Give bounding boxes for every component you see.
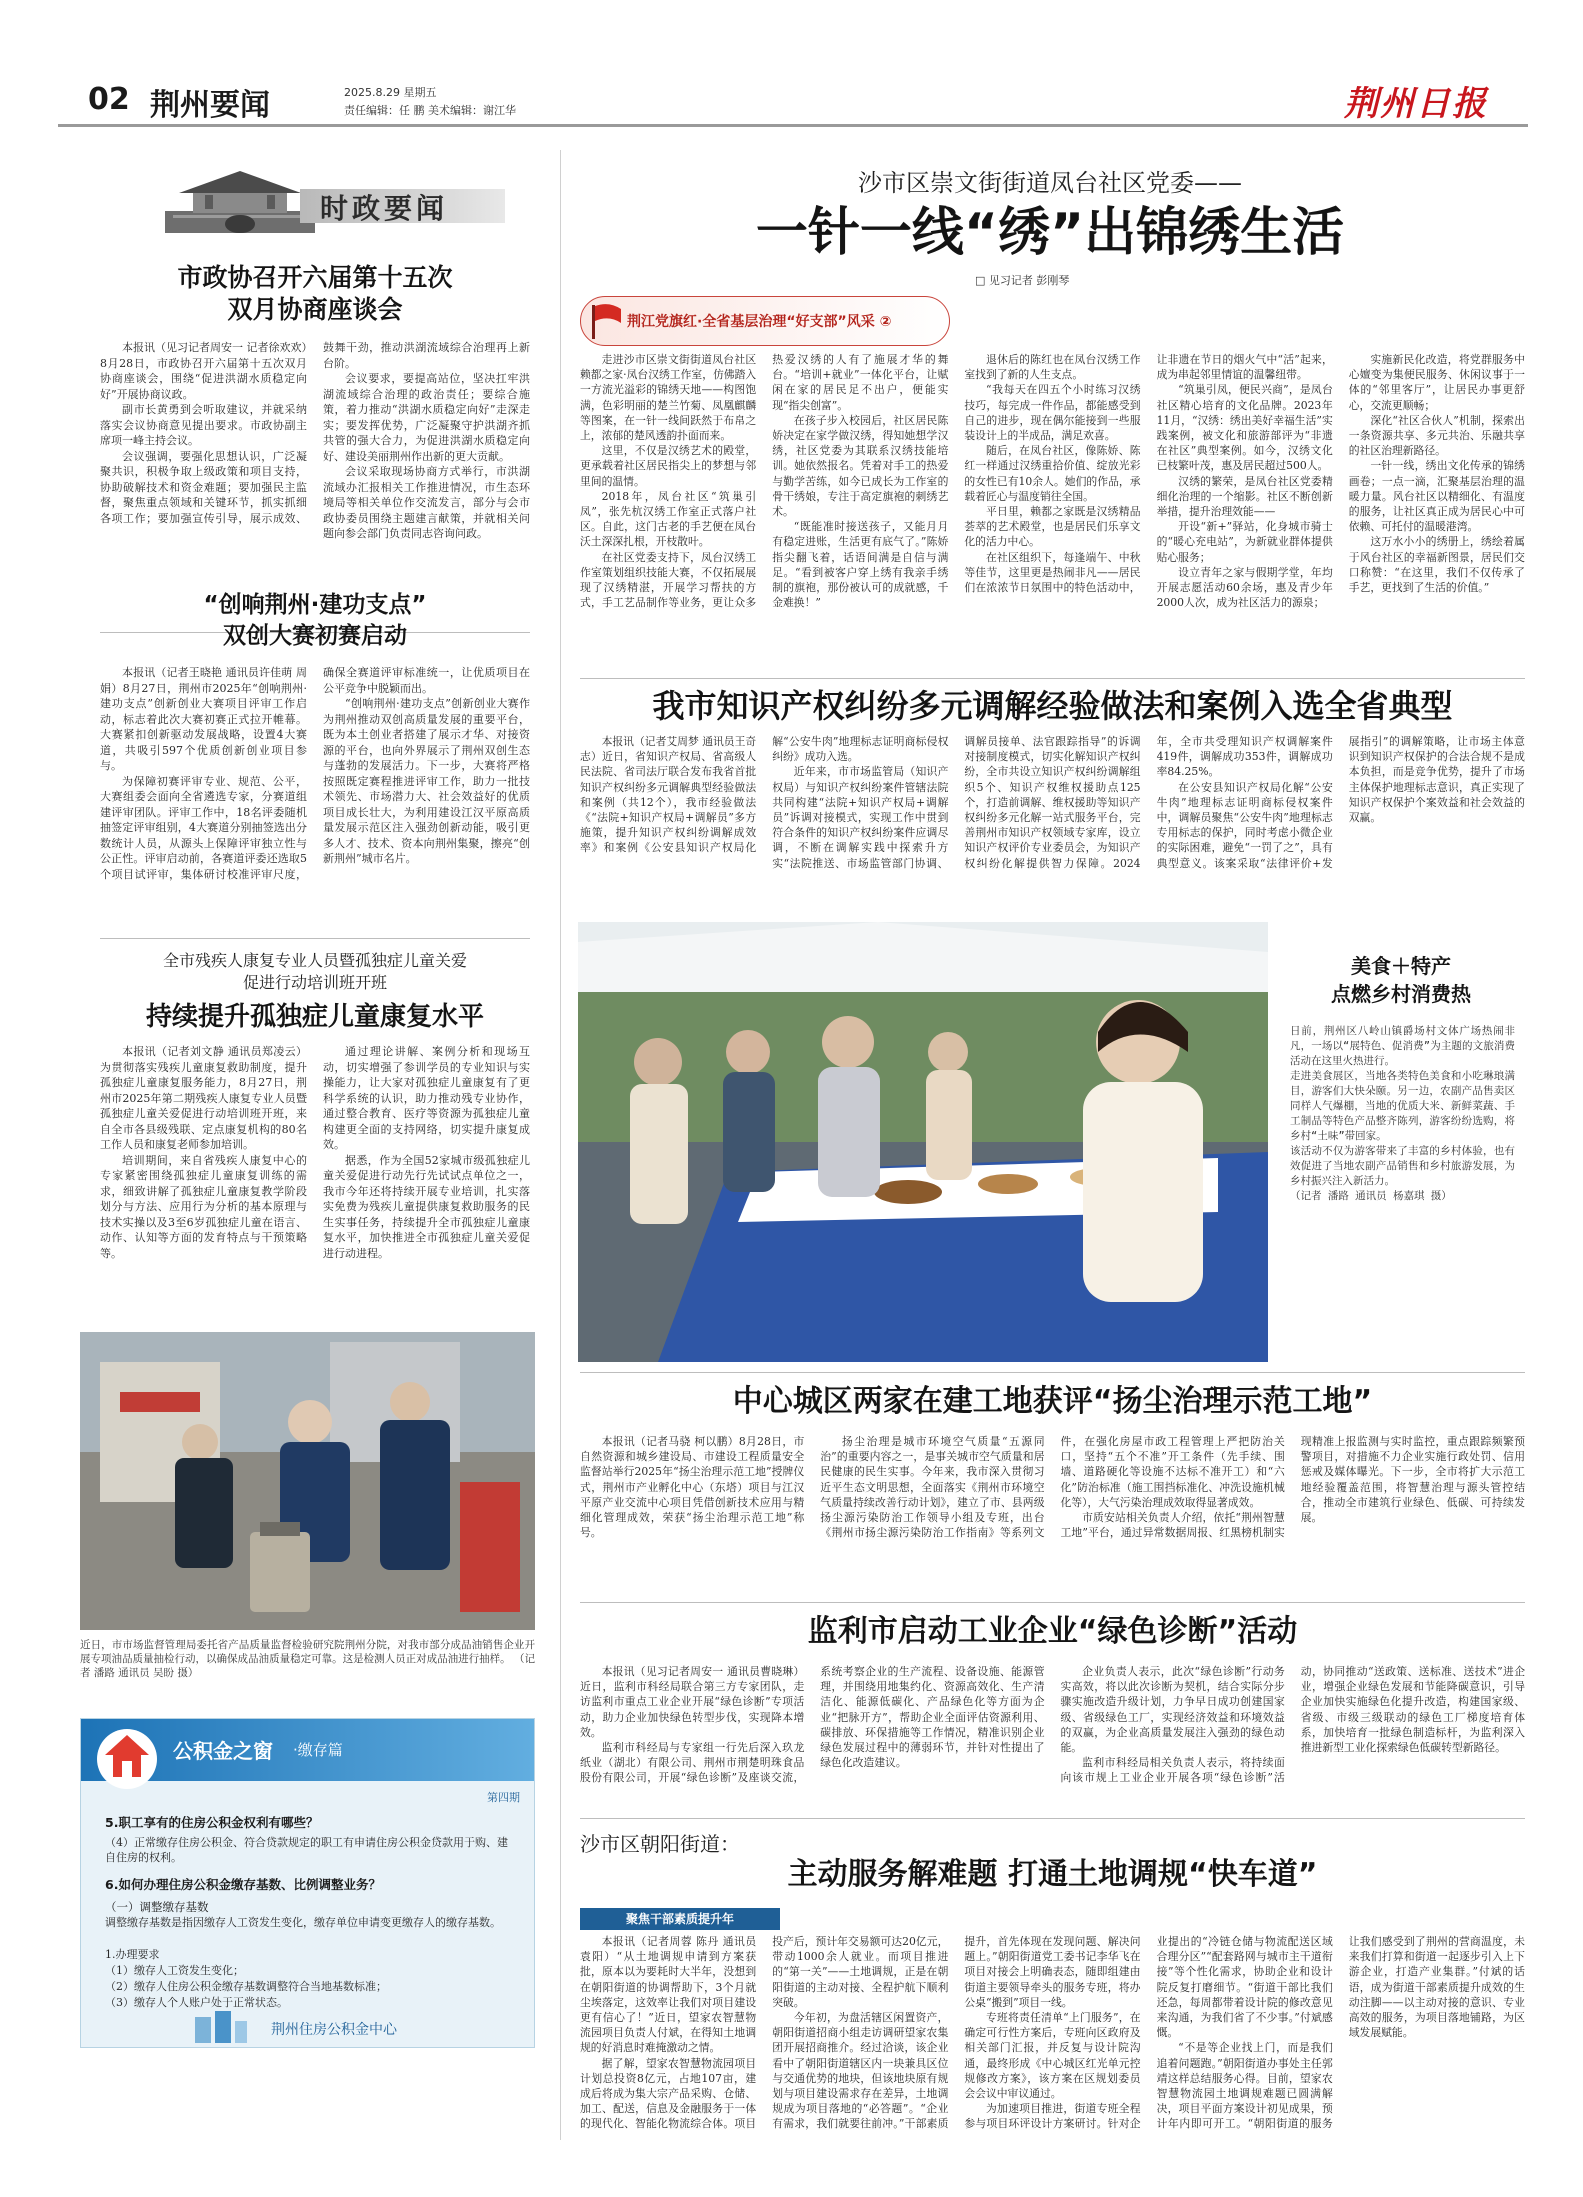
issue-badge: 第四期	[487, 1791, 520, 1804]
editors-line: 责任编辑：任 鹏 美术编辑：谢江华	[344, 104, 516, 117]
subheading: （一）调整缴存基数	[105, 1900, 209, 1914]
divider	[580, 1818, 1525, 1819]
section-banner	[165, 165, 505, 233]
answer-6-item: 1.办理要求	[105, 1948, 160, 1961]
green-body	[580, 1664, 1525, 1814]
paragraph: 平日里，赖都之家既是汉绣精品荟萃的艺术殿堂，也是居民们乐享文化的活力中心。	[964, 505, 1141, 549]
paragraph: “既能准时接送孩子，又能月月有稳定进账，生活更有底气了。”陈娇指尖翻飞着，话语间满是自信与满足。“看到被客户穿上绣有我亲手绣制的旗袍，那份被认可的成就感，千金难换！”	[772, 520, 949, 610]
paragraph: 本报讯（见习记者周安一 记者徐欢欢）8月28日，市政协召开六届第十五次双月协商座谈会，围绕“促进洪湖水质稳定向好”开展协商议政。	[100, 341, 307, 401]
paragraph: 为加速项目推进，街道专班全程参与项目环评设计方案研讨。针对企业提出的“冷链仓储与物流配送区域合理分区”“配套路网与城市主干道衔接”等个性化需求，协助企业和设计院反复打磨细节。“街道干部比我们还急，每周都带着设计院的修改意见来沟通，为我们省了不少事。”付斌感慨。	[964, 1935, 1333, 2131]
section-name: 荆州要闻	[150, 88, 270, 123]
answer-6-item: （1）缴存人工资发生变化；	[105, 1964, 244, 1977]
paragraph: 在社区组织下，每逢端午、中秋等佳节，这里更是热闹非凡——居民们在浓浓节日氛围中的特色活动中，让非遗在节日的烟火气中“活”起来，成为串起邻里情谊的温馨纽带。	[964, 353, 1333, 595]
section-banner-title: 时政要闻	[320, 192, 449, 225]
paragraph: 专班将责任清单“上门服务”，在确定可行性方案后，专班向区政府及相关部门汇报，并反复与设计院沟通，最终形成《中心城区红光单元控规修改方案》，该方案在区规划委员会会议中审议通过。	[964, 2011, 1141, 2101]
photo-feature-caption: 日前，荆州区八岭山镇爵场村文体广场热闹非凡，一场以“展特色、促消费”为主题的文旅消费活动在这里火热进行。 走进美食展区，当地各类特色美食和小吃琳琅满目，游客们大快朵颐。另一边，农副产品售卖区同样人气爆棚，当地的优质大米、新鲜菜蔬、手工制品等特色产品整齐陈列，游客纷纷选购，将乡村“土味”带回家。 该活动不仅为游客带来了丰富的乡村体验，也有效促进了当地农副产品销售和乡村旅游发展，为乡村振兴注入新活力。 （记者 潘路 通讯员 杨嘉琪 摄）	[1290, 1025, 1515, 1202]
paragraph: 扬尘治理是城市环境空气质量“五源同治”的重要内容之一，是事关城市空气质量和居民健康的民生实事。今年来，我市深入贯彻习近平生态文明思想，全面落实《荆州市环境空气质量持续改善行动计划》，建立了市、县两级扬尘源污染防治工作领导小组及专班，出台《荆州市扬尘源污染防治工作指南》等系列文件，在强化房屋市政工程管理上严把防治关口，坚持“五个不准”开工条件（先手续、围墙、道路硬化等设施不达标不准开工）和“六化”防治标准（施工围挡标准化、冲洗设施机械化等），大气污染治理成效取得显著成效。	[820, 1435, 1285, 1540]
lead-body	[580, 352, 1525, 674]
paragraph: 市质安站相关负责人介绍，依托“荆州智慧工地”平台，通过异常数据周报、红黑榜机制实现精准上报监测与实时监控，重点跟踪频繁预警项目，对措施不力企业实施行政处罚、信用惩戒及媒体曝光。下一步，全市将扩大示范工地经验覆盖范围，将智慧治理与源头管控结合，推动全市建筑行业绿色、低碳、可持续发展。	[1060, 1435, 1525, 1540]
paragraph: 在社区党委支持下，凤台汉绣工作室策划组织技能大赛，不仅拓展展现了汉绣精湛，开展学习帮扶的方式，手工艺品制作等业务，更让众多热爱汉绣的人有了施展才华的舞台。“培训+就业”一体化平台，让赋闲在家的居民足不出户，便能实现“指尖创富”。	[580, 353, 949, 610]
paragraph: 在孩子步入校园后，社区居民陈娇决定在家学做汉绣，得知她想学汉绣，社区党委为其联系汉绣技能培训。她依然报名。凭着对手工的热爱与勤学苦练，如今已成长为工作室的骨干绣娘，专注于高定旗袍的刺绣艺术。	[772, 413, 949, 519]
answer-6-item: （2）缴存人住房公积金缴存基数调整符合当地基数标准；	[105, 1980, 387, 1993]
paragraph: 退休后的陈红也在凤台汉绣工作室找到了新的人生支点。	[964, 353, 1141, 382]
answer-6-item: （3）缴存人个人账户处于正常状态。	[105, 1996, 288, 2009]
question-5: 5.职工享有的住房公积金权利有哪些？	[105, 1815, 319, 1830]
lead-kicker: 沙市区崇文街街道凤台社区党委——	[858, 169, 1242, 197]
paragraph: 会议强调，要强化思想认识，广泛凝聚共识，积极争取上级政策和项目支持，协助破解技术和资金难题；要加强民主监督，聚焦重点领域和关键环节，抓实抓细各项工作；要加强宣传引导，展示成效、鼓舞干劲，推动洪湖流域综合治理再上新台阶。	[100, 341, 530, 525]
ip-headline: 我市知识产权纠纷多元调解经验做法和案例入选全省典型	[652, 687, 1453, 725]
paragraph: 今年初，为盘活辖区闲置资产，朝阳街道招商小组走访调研望家农集团开展招商推介。经过洽谈，该企业看中了朝阳街道辖区内一块兼具区位与交通优势的地块，但该地块原有规划与项目建设需求存在差异，土地调规成为项目落地的“必答题”。“企业有需求，我们就要往前冲。”干部素质提升，首先体现在发现问题、解决问题上。”朝阳街道党工委书记李华飞在项目对接会上明确表态，随即组建由街道主要领导牵头的服务专班，将办公桌“搬到”项目一线。	[772, 1935, 1141, 2131]
story-body	[100, 1044, 530, 1322]
page-number: 02	[88, 82, 130, 117]
paragraph: 本报讯（记者艾周梦 通讯员王奇志）近日，省知识产权局、省高级人民法院、省司法厅联合发布我省首批知识产权纠纷多元调解典型经验做法和案例（共12个），我市经验做法《“法院+知识产权局+调解员”多方施策，提升知识产权纠纷调解成效率》和案例《公安县知识产权局化解“公安牛肉”地理标志证明商标侵权纠纷》成功入选。	[580, 735, 949, 855]
masthead-rule	[58, 124, 1528, 127]
story-headline: 持续提升孤独症儿童康复水平	[145, 1002, 484, 1032]
divider	[580, 1372, 1525, 1373]
story-headline: 市政协召开六届第十五次 双月协商座谈会	[177, 263, 453, 324]
paragraph: 会议要求，要提高站位，坚决扛牢洪湖流域综合治理的政治责任；要综合施策，着力推动“洪湖水质稳定向好”走深走实；要发挥优势，广泛凝聚守护洪湖齐抓共管的强大合力，为促进洪湖水质稳定向好、建设美丽荆州作出新的更大贡献。	[323, 372, 530, 463]
lead-byline: □ 见习记者 彭刚琴	[975, 274, 1070, 287]
paragraph: 本报讯（记者王晓艳 通讯员许佳萌 周娟）8月27日，荆州市2025年“创响荆州·建功支点”创新创业大赛项目评审工作启动，标志着此次大赛初赛正式拉开帷幕。大赛紧扣创新驱动发展战略，设置4大赛道，共吸引597个优质创新创业项目参与。	[100, 666, 307, 772]
paragraph: “筑巢引凤，便民兴商”，是凤台社区精心培育的文化品牌。2023年11月，“汉绣：绣出美好幸福生活”实践案例，被文化和旅游部评为“非遗在社区”典型案例。如今，汉绣文化已枝繁叶茂，惠及居民超过500人。	[1156, 383, 1333, 473]
paragraph: 企业负责人表示，此次“绿色诊断”行动务实高效，将以此次诊断为契机，结合实际分步骤实施改造升级计划，力争早日成功创建国家级、省级绿色工厂，实现经济效益和环境效益的双赢，为企业高质量发展注入强劲的绿色动能。	[1060, 1665, 1285, 1755]
dust-body	[580, 1434, 1525, 1598]
paragraph: 为保障初赛评审专业、规范、公平，大赛组委会面向全省遴选专家，分赛道组建评审团队。评审工作中，18名评委随机抽签定评审组别，4大赛道分别抽签选出分数统计人员，从源头上保障评审独立性与公正性。评审启动前，各赛道评委还选取5个项目试评审，集体研讨校准评审尺度，确保全赛道评审标准统一，让优质项目在公平竞争中脱颖而出。	[100, 666, 530, 881]
paragraph: 设立青年之家与假期学堂，年均开展志愿活动60余场，惠及青少年2000人次，成为社区活力的源泉；	[1156, 565, 1333, 610]
photo-caption: 近日，市市场监督管理局委托省产品质量监督检验研究院荆州分院，对我市部分成品油销售企业开展专项油品质量抽检行动，以确保成品油质量稳定可靠。这是检测人员正对成品油进行抽样。 （记者 潘路 通讯员 吴盼 摄）	[80, 1639, 535, 1679]
green-headline: 监利市启动工业企业“绿色诊断”活动	[807, 1614, 1298, 1649]
paragraph: 2018年，凤台社区“筑巢引凤”，张先杭汉绣工作室正式落户社区。自此，这门古老的手艺便在凤台沃土深深扎根，开枝散叶。	[580, 489, 757, 549]
ip-body	[580, 734, 1525, 912]
flag-icon	[587, 303, 627, 341]
housing-fund-footer: 荆州住房公积金中心	[271, 2022, 397, 2038]
housing-fund-subtitle: ·缴存篇	[293, 1741, 343, 1759]
photo-feature-headline: 美食＋特产 点燃乡村消费热	[1331, 954, 1471, 1006]
paragraph: 本报讯（记者刘文静 通讯员郑凌云）为贯彻落实残疾儿童康复救助制度，提升孤独症儿童康复服务能力，8月27日，荆州市2025年第二期残疾人康复专业人员暨孤独症儿童关爱促进行动培训班开班，来自全市各县级残联、定点康复机构的80名工作人员和康复老师参加培训。	[100, 1045, 307, 1151]
photo-feature-box	[1276, 922, 1526, 1362]
building-icon	[191, 2009, 251, 2043]
divider	[580, 678, 1525, 679]
paragraph: 开设“新+”驿站，化身城市骑士的“暖心充电站”，为新就业群体提供贴心服务；	[1156, 520, 1333, 564]
land-series-tag: 聚焦干部素质提升年	[580, 1908, 780, 1930]
newspaper-logo: 荆州日报	[1344, 84, 1488, 124]
paragraph: 据了解，望家农智慧物流园项目计划总投资8亿元，占地107亩，建成后将成为集大宗产品采购、仓储、加工、配送，信息及金融服务于一体的现代化、智能化物流综合体。项目投产后，预计年交易额可达20亿元，带动1000余人就业。而项目推进的“第一关”——土地调规，正是在朝阳街道的主动对接、全程护航下顺利突破。	[580, 1935, 949, 2131]
food-fair-scene-icon	[578, 922, 1268, 1362]
column-divider	[560, 150, 561, 2140]
answer-6-text: 调整缴存基数是指因缴存人工资发生变化，缴存单位申请变更缴存人的缴存基数。	[105, 1916, 501, 1929]
paragraph: “不是等企业找上门，而是我们追着问题跑。”朝阳街道办事处主任郭靖这样总结服务心得。目前，望家农智慧物流园土地调规难题已圆满解决，项目平面方案设计初见成果，预计年内即可开工。“朝阳街道的服务让我们感受到了荆州的营商温度，未来我们打算和街道一起逐步引入上下游企业，打造产业集群。”付斌的话语，成为街道干部素质提升成效的生动注脚——以主动对接的意识、专业高效的服务，为项目落地铺路，为区域发展赋能。	[1156, 1935, 1525, 2131]
paragraph: 副市长黄勇到会听取建议，并就采纳落实会议协商意见提出要求。市政协副主席项一峰主持会议。	[100, 403, 307, 447]
oil-inspection-photo	[80, 1332, 535, 1630]
paragraph: “我每天在四五个小时练习汉绣技巧，每完成一件作品，都能感受到自己的进步，现在偶尔能接到一些服装设计上的半成品，满足欢喜。	[964, 383, 1141, 443]
paragraph: 本报讯（记者周蓉 陈丹 通讯员袁阳）“从土地调规申请到方案获批，原本以为要耗时大半年，没想到在朝阳街道的协调帮助下，3个月就尘埃落定，这效率让我们对项目建设更有信心了！”近日，望家农智慧物流园项目负责人付斌，在得知土地调规的好消息时难掩激动之情。	[580, 1935, 757, 2055]
land-headline: 主动服务解难题 打通土地调规“快车道”	[787, 1857, 1318, 1892]
dust-headline: 中心城区两家在建工地获评“扬尘治理示范工地”	[732, 1384, 1373, 1419]
food-fair-photo	[578, 922, 1268, 1362]
story-body	[100, 340, 530, 630]
series-banner-label: 荆江党旗红·全省基层治理“好支部”风采 ②	[627, 314, 892, 330]
paragraph: 汉绣的繁荣，是凤台社区党委精细化治理的一个缩影。社区不断创新举措，提升治理效能——	[1156, 474, 1333, 519]
divider	[580, 1602, 1525, 1603]
city-gate-icon	[165, 165, 315, 233]
paragraph: 实施新民化改造，将党群服务中心嬗变为集便民服务、休闲议事于一体的“邻里客厅”，让居民办事更舒心，交流更顺畅；	[1348, 353, 1525, 412]
paragraph: 会议采取现场协商方式举行，市洪湖流域办汇报相关工作推进情况，市生态环境局等相关单位作交流发言，部分与会市政协委员围绕主题建言献策，并就相关问题向参会部门负责同志咨询问政。	[323, 465, 530, 540]
paragraph: 随后，在凤台社区，像陈娇、陈红一样通过汉绣重拾价值、绽放光彩的女性已有10余人。她们的作品，承载着匠心与温度销往全国。	[964, 444, 1141, 503]
paragraph: 本报讯（见习记者周安一 通讯员曹晓琳）近日，监利市科经局联合第三方专家团队，走访监利市重点工业企业开展“绿色诊断”专项活动，助力企业加快绿色转型步伐，实现降本增效。	[580, 1665, 805, 1739]
paragraph: 走进沙市区崇文街街道凤台社区赖都之家·凤台汉绣工作室，仿佛踏入一方流光溢彩的锦绣天地——构图饱满，色彩明丽的楚兰竹菊、凤凰麒麟等图案，在一针一线间跃然于布帛之上，浓郁的楚风透韵扑面而来。	[580, 353, 757, 443]
paragraph: 一针一线，绣出文化传承的锦绣画卷；一点一滴，汇聚基层治理的温暖力量。风台社区以精细化、有温度的服务，让社区真正成为居民心中可依赖、可托付的温暖港湾。	[1348, 459, 1525, 534]
land-kicker: 沙市区朝阳街道：	[580, 1832, 740, 1856]
lead-headline: 一针一线“绣”出锦绣生活	[755, 203, 1345, 263]
paragraph: 这万水小小的绣册上，绣绘着属于风台社区的幸福新图景，居民们交口称赞：“在这里，我们不仅传承了手艺，更找到了生活的价值。”	[1348, 535, 1525, 595]
paragraph: “创响荆州·建功支点”创新创业大赛作为荆州推动双创高质量发展的重要平台，既为本土创业者搭建了展示才华、对接资源的平台，也向外界展示了荆州双创生态与蓬勃的发展活力。下一步，大赛将严格按照既定赛程推进评审工作，助力一批技术领先、市场潜力大、社会效益好的优质项目成长壮大，为利用建设江汉平原高质量发展示范区注入强劲创新动能，吸引更多人才、技术、资本向荆州集聚，擦亮“创新荆州”城市名片。	[323, 697, 530, 865]
paragraph: 监利市科经局与专家组一行先后深入玖龙纸业（湖北）有限公司、荆州市荆楚明珠食品股份有限公司，开展“绿色诊断”及座谈交流，系统考察企业的生产流程、设备设施、能源管理，并围绕用地集约化、资源高效化、生产清洁化、能源低碳化、产品绿色化等方面为企业“把脉开方”，帮助企业全面评估资源利用、碳排放、环保措施等工作情况，精准识别企业绿色发展过程中的薄弱环节，并针对性提出了绿色化改造建议。	[580, 1665, 1045, 1785]
question-6: 6.如何办理住房公积金缴存基数、比例调整业务？	[105, 1877, 381, 1892]
paragraph: 这里，不仅是汉绣艺术的殿堂，更承载着社区居民指尖上的梦想与邻里间的温情。	[580, 444, 757, 488]
paragraph: 监利市科经局相关负责人表示，将持续面向该市规上工业企业开展各项“绿色诊断”活动，协同推动“送政策、送标准、送技术”进企业，增强企业绿色发展和节能降碳意识，引导企业加快实施绿色化提升改造，构建国家级、省级、市级三级联动的绿色工厂梯度培育体系，加快培育一批绿色制造标杆，为监利深入推进新型工业化探索绿色低碳转型新路径。	[1060, 1665, 1525, 1785]
paragraph: 在公安县知识产权局化解“公安牛肉”地理标志证明商标侵权案件中，调解员聚焦“公安牛肉”地理标志专用标志的保护，同时考虑小微企业的实际困难，避免“一罚了之”，具有典型意义。该案采取“法律评价+发展指引”的调解策略，让市场主体意识到知识产权保护的合法合规不是成本负担，而是竞争优势，提升了市场主体保护地理标志意识，真正实现了知识产权保护个案效益和社会效益的双赢。	[1156, 735, 1525, 870]
series-banner	[580, 296, 950, 346]
date-line: 2025.8.29 星期五	[344, 86, 437, 99]
story-kicker: 全市残疾人康复专业人员暨孤独症儿童关爱 促进行动培训班开班	[162, 951, 467, 992]
paragraph: 近年来，市市场监管局（知识产权局）与知识产权纠纷案件管辖法院共同构建“法院+知识产权局+调解员”诉调对接模式，实现工作中贯到符合条件的知识产权纠纷案件应调尽调，不断在调解实践中探索升方实“法院推送、市场监管部门协调、调解员接单、法官跟踪指导”的诉调对接制度模式，切实化解知识产权纠纷，全市共设立知识产权纠纷调解组织5个、知识产权维权援助点125个，打造前调解、维权援助等知识产权纠纷多元化解一站式服务平台，完善荆州市知识产权领域专家库，设立知识产权评价专业委员会，为知识产权纠纷化解提供智力保障。2024年，全市共受理知识产权调解案件419件，调解成功353件，调解成功率84.25%。	[772, 735, 1333, 870]
land-body	[580, 1934, 1525, 2154]
story-body	[100, 665, 530, 933]
answer-5: （4）正常缴存住房公积金、符合贷款规定的职工有申请住房公积金贷款用于购、建自住房的权利。	[105, 1836, 508, 1864]
housing-fund-box	[80, 1718, 535, 2048]
paragraph: 据悉，作为全国52家城市级孤独症儿童关爱促进行动先行先试试点单位之一，我市今年还将持续开展专业培训，扎实落实免费为残疾儿童提供康复救助服务的民生实事任务，持续提升全市孤独症儿童康复水平，加快推进全市孤独症儿童关爱促进行动进程。	[323, 1153, 530, 1260]
story-headline: “创响荆州·建功支点” 双创大赛初赛启动	[203, 592, 427, 649]
paragraph: 培训期间，来自省残疾人康复中心的专家紧密围绕孤独症儿童康复训练的需求，细致讲解了孤独症儿童康复教学阶段划分与方法、应用行为分析的基本原理与技术实操以及3至6岁孤独症儿童在语言、动作、认知等方面的发育特点与干预策略等。	[100, 1153, 307, 1260]
housing-fund-logo-icon	[95, 1727, 159, 1791]
divider	[100, 938, 530, 939]
housing-fund-title: 公积金之窗	[173, 1739, 273, 1763]
paragraph: 深化“社区合伙人”机制，探索出一条资源共享、多元共治、乐融共享的社区治理新路径。	[1348, 413, 1525, 458]
paragraph: 本报讯（记者马骁 柯以鹏）8月28日，市自然资源和城乡建设局、市建设工程质量安全监督站举行2025年“扬尘治理示范工地”授牌仪式，荆州市产业孵化中心（东塔）项目与江汉平原产业交流中心项目凭借创新技术应用与精细化管理成效，荣获“扬尘治理示范工地”称号。	[580, 1435, 805, 1540]
inspection-scene-icon	[80, 1332, 535, 1630]
paragraph: 通过理论讲解、案例分析和现场互动，切实增强了参训学员的专业知识与实操能力，让大家对孤独症儿童康复有了更科学系统的认识，助力推动残专业协作，通过整合教育、医疗等资源为孤独症儿童构建更全面的支持网络，切实提升康复成效。	[323, 1045, 530, 1151]
masthead	[58, 70, 1528, 126]
